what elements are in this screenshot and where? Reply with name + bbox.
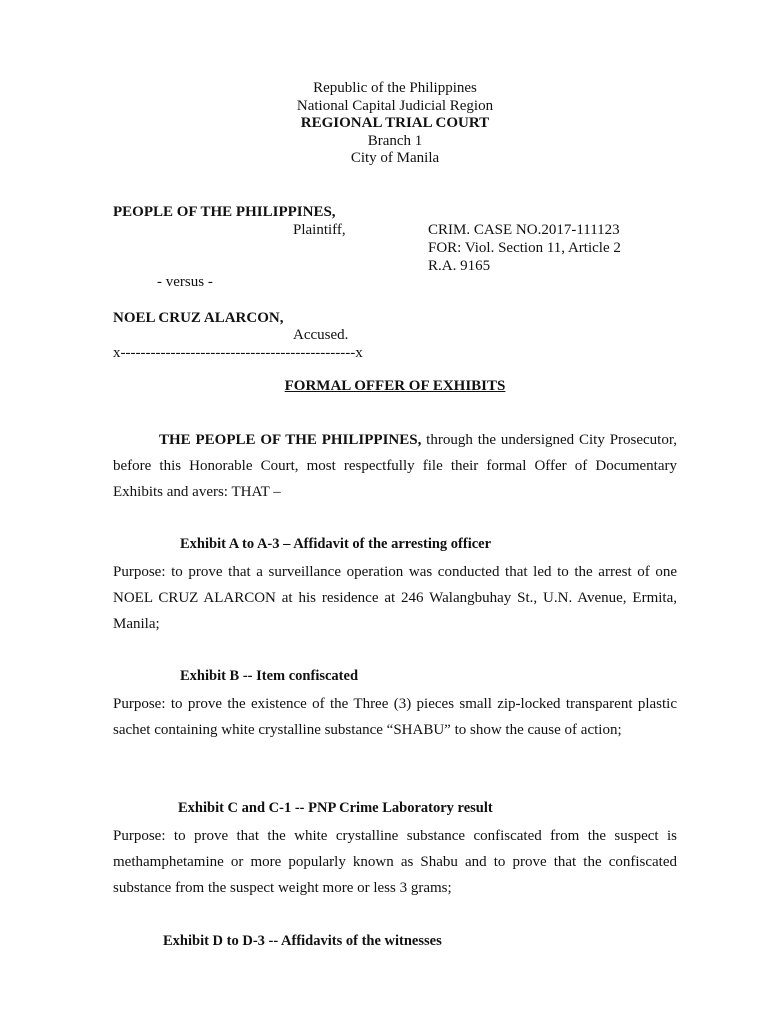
exhibit-d-heading: Exhibit D to D-3 -- Affidavits of the witnesses [163,933,442,949]
court-header [0,80,768,168]
intro-text: through the undersigned City Prosecutor, before this Honorable Court, most respectfully file their formal Offer of Documentary Exhibits and avers: THAT – [113,432,677,500]
exhibit-b-heading: Exhibit B -- Item confiscated [180,668,359,684]
versus-label: - versus - [157,274,213,290]
exhibit-a-heading: Exhibit A to A-3 – Affidavit of the arresting officer [180,536,492,552]
branch-line: Branch 1 [367,132,423,149]
case-law: R.A. 9165 [428,258,491,274]
accused-role: Accused. [293,327,349,343]
exhibit-c-heading: Exhibit C and C-1 -- PNP Crime Laboratory result [178,800,493,816]
accused-name: NOEL CRUZ ALARCON, [113,310,284,326]
court-name: REGIONAL TRIAL COURT [300,115,490,132]
intro-paragraph [113,427,677,505]
plaintiff-name: PEOPLE OF THE PHILIPPINES, [113,204,336,220]
exhibit-a-purpose: Purpose: to prove that a surveillance operation was conducted that led to the arrest of one NOEL CRUZ ALARCON at his residence at 246 Walangbuhay St., U.N. Avenue, Ermita, Manila; [113,564,677,632]
republic-line: Republic of the Philippines [313,80,477,96]
case-details [428,221,621,275]
judicial-region-line: National Capital Judicial Region [296,97,494,114]
document-title: FORMAL OFFER OF EXHIBITS [284,378,506,394]
city-line: City of Manila [350,150,440,167]
exhibit-b-purpose: Purpose: to prove the existence of the Three (3) pieces small zip-locked transparent plastic sachet containing white crystalline substance “SHABU” to show the cause of action; [113,696,677,738]
caption-separator: x-----------------------------------------------x [113,345,363,361]
exhibit-c-purpose: Purpose: to prove that the white crystalline substance confiscated from the suspect is methamphetamine or more popularly known as Shabu and to prove that the confiscated substance from the suspect weight more or less 3 grams; [113,828,677,896]
intro-party: THE PEOPLE OF THE PHILIPPINES, [159,432,422,448]
case-number: CRIM. CASE NO.2017-111123 [428,222,620,238]
plaintiff-role: Plaintiff, [293,222,346,238]
case-offense: FOR: Viol. Section 11, Article 2 [428,240,621,256]
